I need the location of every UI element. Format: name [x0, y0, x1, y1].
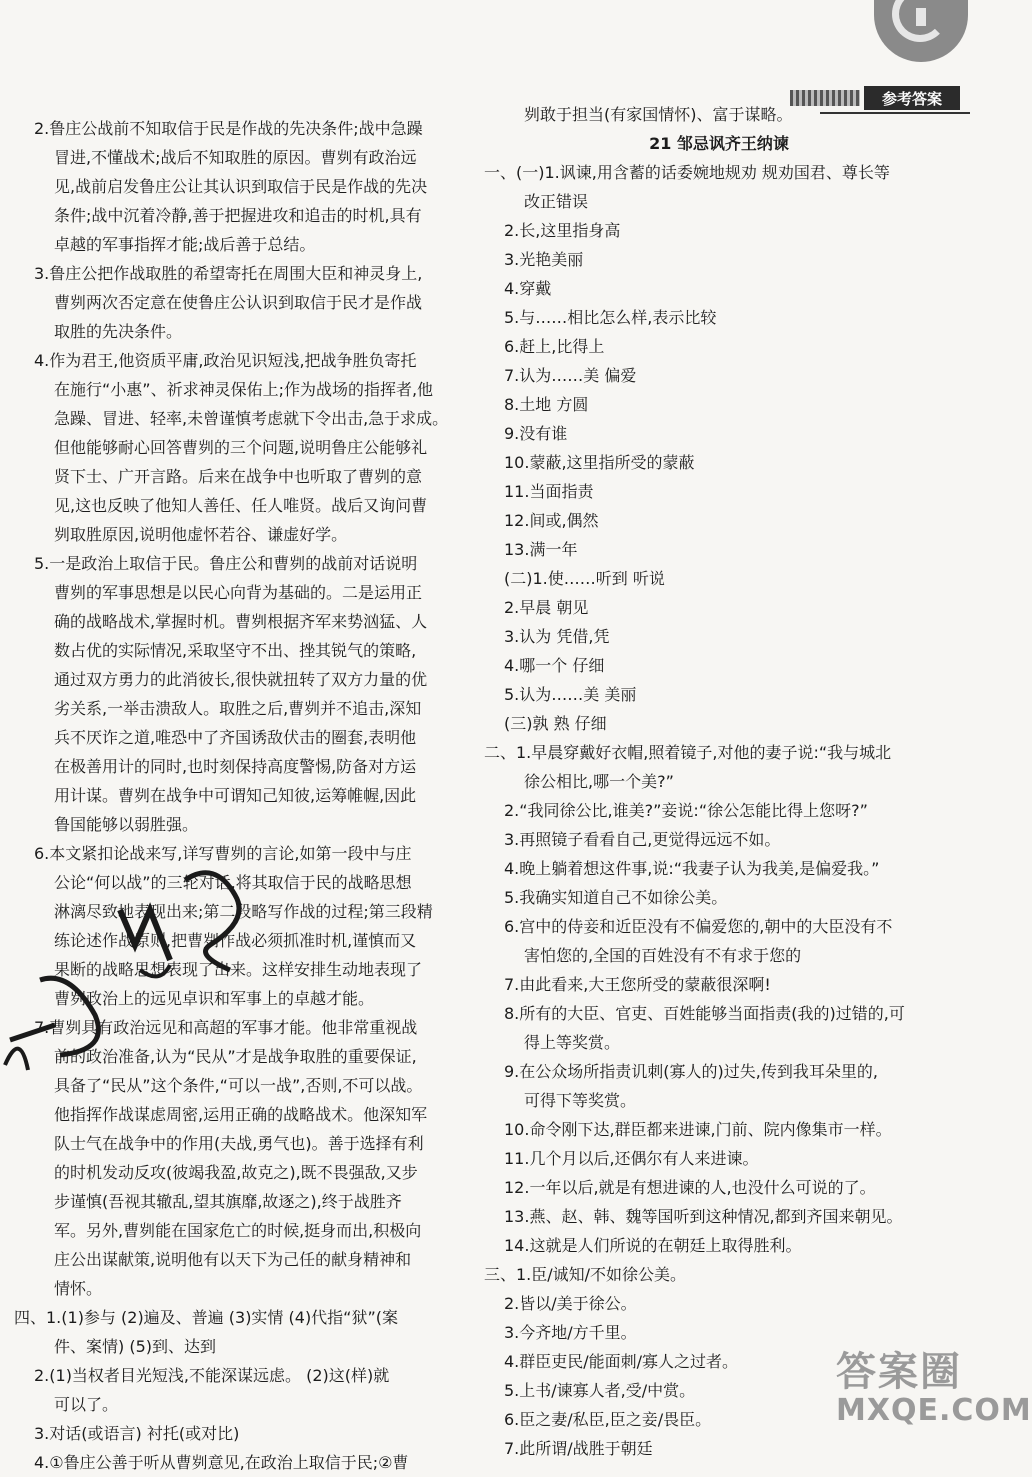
text-line: 13.满一年: [504, 540, 578, 559]
text-line: 9.没有谁: [504, 424, 568, 443]
text-line: 确的战略战术,掌握时机。曹刿根据齐军来势汹猛、人: [54, 612, 428, 631]
right-column: [484, 100, 954, 1463]
text-line: 6.赶上,比得上: [504, 337, 605, 356]
text-line: 害怕您的,全国的百姓没有不有求于您的: [524, 946, 802, 965]
text-line: 曹刿两次否定意在使鲁庄公认识到取信于民才是作战: [54, 293, 423, 312]
text-line: 的时机发动反攻(彼竭我盈,故克之),既不畏强敌,又步: [54, 1163, 418, 1182]
text-line: 7.由此看来,大王您所受的蒙蔽很深啊!: [504, 975, 771, 994]
text-line: 一、(一)1.讽谏,用含蓄的话委婉地规劝 规劝国君、尊长等: [484, 163, 890, 182]
text-line: 4.作为君王,他资质平庸,政治见识短浅,把战争胜负寄托: [34, 351, 417, 370]
text-line: 徐公相比,哪一个美?”: [524, 772, 674, 791]
text-line: 用计谋。曹刿在战争中可谓知己知彼,运筹帷幄,因此: [54, 786, 417, 805]
text-line: 鲁国能够以弱胜强。: [54, 815, 199, 834]
text-line: 4.穿戴: [504, 279, 552, 298]
text-line: 2.皆以/美于徐公。: [504, 1294, 637, 1313]
text-line: 贤下士、广开言路。后来在战争中也听取了曹刿的意: [54, 467, 423, 486]
text-line: 6.臣之妻/私臣,臣之妾/畏臣。: [504, 1410, 712, 1429]
text-line: (三)孰 熟 仔细: [504, 714, 607, 733]
text-line: 4.晚上躺着想这件事,说:“我妻子认为我美,是偏爱我。”: [504, 859, 880, 878]
left-column: [14, 114, 476, 1477]
text-line: 得上等奖赏。: [524, 1033, 621, 1052]
text-line: 11.当面指责: [504, 482, 594, 501]
text-line: 13.燕、赵、韩、魏等国听到这种情况,都到齐国来朝见。: [504, 1207, 903, 1226]
lesson-title: 21 邹忌讽齐王纳谏: [649, 134, 789, 153]
watermark-url: MXQE.COM: [836, 1393, 1032, 1428]
text-line: 5.我确实知道自己不如徐公美。: [504, 888, 728, 907]
text-line: 5.认为……美 美丽: [504, 685, 637, 704]
text-line: 10.命令刚下达,群臣都来进谏,门前、院内像集市一样。: [504, 1120, 892, 1139]
text-line: 前的政治准备,认为“民从”才是战争取胜的重要保证,: [54, 1047, 417, 1066]
watermark-title: 答案圈: [836, 1349, 962, 1395]
text-line: 可得下等奖赏。: [524, 1091, 637, 1110]
text-line: 11.几个月以后,还偶尔有人来进谏。: [504, 1149, 759, 1168]
text-line: 3.对话(或语言) 衬托(或对比): [34, 1424, 240, 1443]
logo-notch: [916, 8, 926, 26]
text-line: 在极善用计的同时,也时刻保持高度警惕,防备对方运: [54, 757, 417, 776]
text-line: 情怀。: [54, 1279, 103, 1298]
text-line: 但他能够耐心回答曹刿的三个问题,说明鲁庄公能够礼: [54, 438, 428, 457]
text-line: 3.今齐地/方千里。: [504, 1323, 637, 1342]
text-line: 通过双方勇力的此消彼长,很快就扭转了双方力量的优: [54, 670, 428, 689]
text-line: 4.①鲁庄公善于听从曹刿意见,在政治上取信于民;②曹: [34, 1453, 409, 1472]
publisher-logo: [874, 0, 968, 62]
text-line: 2.(1)当权者目光短浅,不能深谋远虑。 (2)这(样)就: [34, 1366, 390, 1385]
text-line: 改正错误: [524, 192, 589, 211]
text-line: (二)1.使……听到 听说: [504, 569, 665, 588]
text-line: 4.哪一个 仔细: [504, 656, 605, 675]
text-line: 10.蒙蔽,这里指所受的蒙蔽: [504, 453, 695, 472]
text-line: 8.土地 方圆: [504, 395, 589, 414]
text-line: 2.鲁庄公战前不知取信于民是作战的先决条件;战中急躁: [34, 119, 423, 138]
text-line: 条件;战中沉着冷静,善于把握进攻和追击的时机,具有: [54, 206, 422, 225]
text-line: 2.长,这里指身高: [504, 221, 621, 240]
text-line: 8.所有的大臣、官吏、百姓能够当面指责(我的)过错的,可: [504, 1004, 905, 1023]
text-line: 7.曹刿具有政治远见和高超的军事才能。他非常重视战: [34, 1018, 418, 1037]
text-line: 可以了。: [54, 1395, 119, 1414]
text-line: 5.一是政治上取信于民。鲁庄公和曹刿的战前对话说明: [34, 554, 418, 573]
text-line: 步谨慎(吾视其辙乱,望其旗靡,故逐之),终于战胜齐: [54, 1192, 402, 1211]
text-line: 练论述作战原则,把曹刿作战必须抓准时机,谨慎而又: [54, 931, 417, 950]
text-line: 4.群臣吏民/能面刺/寡人之过者。: [504, 1352, 739, 1371]
text-line: 他指挥作战谋虑周密,运用正确的战略战术。他深知军: [54, 1105, 428, 1124]
text-line: 5.上书/谏寡人者,受/中赏。: [504, 1381, 696, 1400]
text-line: 9.在公众场所指责讥刺(寡人的)过失,传到我耳朵里的,: [504, 1062, 878, 1081]
text-line: 果断的战略思想表现了出来。这样安排生动地表现了: [54, 960, 423, 979]
text-line: 三、1.臣/诚知/不如徐公美。: [484, 1265, 687, 1284]
text-line: 件、案情) (5)到、达到: [54, 1337, 216, 1356]
text-line: 见,这也反映了他知人善任、任人唯贤。战后又询问曹: [54, 496, 428, 515]
text-line: 6.宫中的侍妾和近臣没有不偏爱您的,朝中的大臣没有不: [504, 917, 893, 936]
text-line: 2.“我同徐公比,谁美?”妾说:“徐公怎能比得上您呀?”: [504, 801, 868, 820]
text-line: 军。另外,曹刿能在国家危亡的时候,挺身而出,积极向: [54, 1221, 422, 1240]
text-line: 3.光艳美丽: [504, 250, 584, 269]
text-line: 二、1.早晨穿戴好衣帽,照着镜子,对他的妻子说:“我与城北: [484, 743, 892, 762]
text-line: 队士气在战争中的作用(夫战,勇气也)。善于选择有利: [54, 1134, 424, 1153]
text-line: 3.认为 凭借,凭: [504, 627, 610, 646]
text-line: 公论“何以战”的三轮对话,将其取信于民的战略思想: [54, 873, 412, 892]
text-line: 在施行“小惠”、祈求神灵保佑上;作为战场的指挥者,他: [54, 380, 434, 399]
answer-section-tab: 参考答案: [864, 86, 960, 110]
text-line: 劣关系,一举击溃敌人。取胜之后,曹刿并不追击,深知: [54, 699, 422, 718]
text-line: 四、1.(1)参与 (2)遍及、普遍 (3)实情 (4)代指“狱”(案: [14, 1308, 399, 1327]
text-line: 兵不厌诈之道,唯恐中了齐国诱敌伏击的圈套,表明他: [54, 728, 417, 747]
text-line: 数占优的实际情况,采取坚守不出、挫其锐气的策略,: [54, 641, 417, 660]
text-line: 7.认为……美 偏爱: [504, 366, 637, 385]
text-line: 7.此所谓/战胜于朝廷: [504, 1439, 653, 1458]
text-line: 取胜的先决条件。: [54, 322, 183, 341]
text-line: 3.鲁庄公把作战取胜的希望寄托在周围大臣和神灵身上,: [34, 264, 423, 283]
text-line: 见,战前启发鲁庄公让其认识到取信于民是作战的先决: [54, 177, 428, 196]
site-watermark: [836, 1349, 1032, 1440]
text-line: 2.早晨 朝见: [504, 598, 589, 617]
text-line: 急躁、冒进、轻率,未曾谨慎考虑就下令出击,急于求成。: [54, 409, 449, 428]
text-line: 曹刿的军事思想是以民心向背为基础的。二是运用正: [54, 583, 423, 602]
text-line: 淋漓尽致地表现出来;第二段略写作战的过程;第三段精: [54, 902, 433, 921]
text-line: 12.间或,偶然: [504, 511, 599, 530]
text-line: 14.这就是人们所说的在朝廷上取得胜利。: [504, 1236, 802, 1255]
text-line: 庄公出谋献策,说明他有以天下为己任的献身精神和: [54, 1250, 412, 1269]
text-line: 刿敢于担当(有家国情怀)、富于谋略。: [524, 105, 793, 124]
text-line: 冒进,不懂战术;战后不知取胜的原因。曹刿有政治远: [54, 148, 417, 167]
text-line: 曹刿政治上的远见卓识和军事上的卓越才能。: [54, 989, 375, 1008]
text-line: 3.再照镜子看看自己,更觉得远远不如。: [504, 830, 781, 849]
text-line: 具备了“民从”这个条件,“可以一战”,否则,不可以战。: [54, 1076, 423, 1095]
text-line: 刿取胜原因,说明他虚怀若谷、谦虚好学。: [54, 525, 348, 544]
text-line: 5.与……相比怎么样,表示比较: [504, 308, 717, 327]
text-line: 6.本文紧扣论战来写,详写曹刿的言论,如第一段中与庄: [34, 844, 412, 863]
text-line: 12.一年以后,就是有想进谏的人,也没什么可说的了。: [504, 1178, 876, 1197]
text-line: 卓越的军事指挥才能;战后善于总结。: [54, 235, 316, 254]
